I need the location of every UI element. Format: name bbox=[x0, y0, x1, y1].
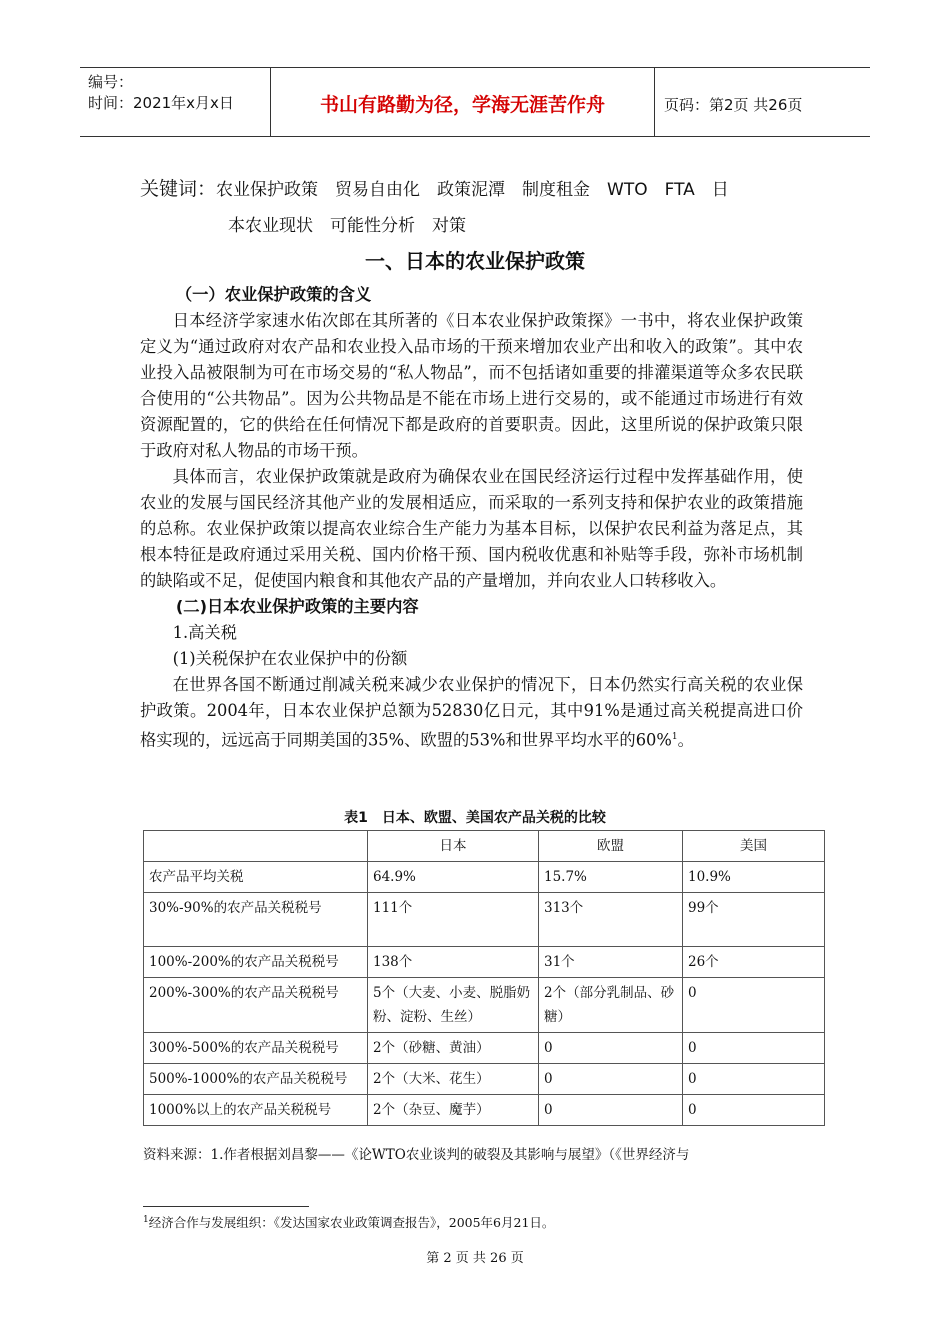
table-cell: 0 bbox=[683, 1095, 825, 1126]
keywords-label: 关键词： bbox=[140, 178, 217, 200]
table-cell: 100%-200%的农产品关税税号 bbox=[144, 947, 368, 978]
page-footer: 第 2 页 共 26 页 bbox=[426, 1251, 524, 1266]
footnote-ref: 1 bbox=[671, 732, 678, 742]
table-caption: 表1 日本、欧盟、美国农产品关税的比较 bbox=[344, 810, 606, 826]
table-cell: 10.9% bbox=[683, 862, 825, 893]
subheading-2: (二)日本农业保护政策的主要内容 bbox=[175, 597, 419, 616]
table-cell: 200%-300%的农产品关税税号 bbox=[144, 978, 368, 1033]
table-cell: 64.9% bbox=[368, 862, 539, 893]
list-item-1-1: (1)关税保护在农业保护中的份额 bbox=[172, 649, 408, 668]
paragraph-3-text: 在世界各国不断通过削减关税来减少农业保护的情况下，日本仍然实行高关税的农业保护政策。2004年，日本农业保护总额为52830亿日元，其中91%是通过高关税提高进口价格实现的，远远高于同期美国的35%、欧盟的53%和世界平均水平的60% bbox=[140, 675, 803, 750]
table-cell: 0 bbox=[683, 1033, 825, 1064]
paragraph-3-end: 。 bbox=[677, 730, 694, 750]
table-cell: 2个（杂豆、魔芋） bbox=[368, 1095, 539, 1126]
table-row bbox=[144, 947, 825, 978]
table-cell: 99个 bbox=[683, 893, 825, 947]
footnote bbox=[143, 1213, 554, 1231]
page-header bbox=[80, 67, 870, 137]
table-cell: 5个（大麦、小麦、脱脂奶粉、淀粉、生丝） bbox=[368, 978, 539, 1033]
header-meta bbox=[88, 72, 234, 114]
table-cell: 26个 bbox=[683, 947, 825, 978]
table-row bbox=[144, 1095, 825, 1126]
paragraph-2: 具体而言，农业保护政策就是政府为确保农业在国民经济运行过程中发挥基础作用，使农业的发展与国民经济其他产业的发展相适应，而采取的一系列支持和保护农业的政策措施的总称。农业保护政策以提高农业综合生产能力为基本目标，以保护农民利益为落足点，其根本特征是政府通过采用关税、国内价格干预、国内税收优惠和补贴等手段，弥补市场机制的缺陷或不足，促使国内粮食和其他农产品的产量增加，并向农业人口转移收入。 bbox=[140, 467, 803, 590]
header-number-label: 编号： bbox=[88, 73, 134, 91]
table-row bbox=[144, 862, 825, 893]
table-row bbox=[144, 1064, 825, 1095]
body-text bbox=[140, 282, 803, 753]
table-row bbox=[144, 978, 825, 1033]
keywords-line-2: 本农业现状 可能性分析 对策 bbox=[228, 216, 466, 236]
tariff-comparison-table bbox=[143, 830, 825, 1126]
keywords-line-1 bbox=[140, 171, 820, 208]
table-cell: 1000%以上的农产品关税税号 bbox=[144, 1095, 368, 1126]
footnote-text: 经济合作与发展组织：《发达国家农业政策调查报告》，2005年6月21日。 bbox=[148, 1215, 555, 1230]
table-cell: 300%-500%的农产品关税税号 bbox=[144, 1033, 368, 1064]
footnote-divider bbox=[143, 1206, 309, 1207]
table-cell: 15.7% bbox=[539, 862, 683, 893]
table-cell: 2个（砂糖、黄油） bbox=[368, 1033, 539, 1064]
table-source-note: 资料来源：1.作者根据刘昌黎——《论WTO农业谈判的破裂及其影响与展望》（《世界经济与 bbox=[143, 1147, 690, 1163]
table-cell: 111个 bbox=[368, 893, 539, 947]
table-cell: 农产品平均关税 bbox=[144, 862, 368, 893]
table-cell: 500%-1000%的农产品关税税号 bbox=[144, 1064, 368, 1095]
list-item-1: 1.高关税 bbox=[172, 623, 237, 642]
subheading-1: （一）农业保护政策的含义 bbox=[175, 285, 372, 304]
table-header-cell bbox=[144, 831, 368, 862]
keywords-block bbox=[140, 171, 820, 244]
table-cell: 2个（部分乳制品、砂糖） bbox=[539, 978, 683, 1033]
table-cell: 0 bbox=[539, 1064, 683, 1095]
section-title: 一、日本的农业保护政策 bbox=[365, 249, 585, 273]
table-header-cell: 日本 bbox=[368, 831, 539, 862]
table-header-cell: 美国 bbox=[683, 831, 825, 862]
table-cell: 2个（大米、花生） bbox=[368, 1064, 539, 1095]
table-cell: 0 bbox=[683, 1064, 825, 1095]
table-cell: 0 bbox=[683, 978, 825, 1033]
table-row bbox=[144, 1033, 825, 1064]
header-date-label: 时间：2021年x月x日 bbox=[88, 94, 234, 112]
header-motto: 书山有路勤为径，学海无涯苦作舟 bbox=[319, 94, 605, 116]
table-cell: 31个 bbox=[539, 947, 683, 978]
table-cell: 30%-90%的农产品关税税号 bbox=[144, 893, 368, 947]
table-cell: 313个 bbox=[539, 893, 683, 947]
table-cell: 0 bbox=[539, 1033, 683, 1064]
footnote-mark: 1 bbox=[143, 1214, 149, 1225]
table-cell: 0 bbox=[539, 1095, 683, 1126]
table-header-row bbox=[144, 831, 825, 862]
table-header-cell: 欧盟 bbox=[539, 831, 683, 862]
header-divider bbox=[654, 68, 655, 136]
header-page-info: 页码：第2页 共26页 bbox=[664, 96, 803, 114]
table-cell: 138个 bbox=[368, 947, 539, 978]
table-row bbox=[144, 893, 825, 947]
paragraph-3 bbox=[140, 672, 803, 753]
paragraph-1: 日本经济学家速水佑次郎在其所著的《日本农业保护政策探》一书中，将农业保护政策定义为“通过政府对农产品和农业投入品市场的干预来增加农业产出和收入的政策”。其中农业投入品被限制为可在市场交易的“私人物品”，而不包括诸如重要的排灌渠道等众多农民联合使用的“公共物品”。因为公共物品是不能在市场上进行交易的，或不能通过市场进行有效资源配置的，它的供给在任何情况下都是政府的首要职责。因此，这里所说的保护政策只限于政府对私人物品的市场干预。 bbox=[140, 311, 803, 460]
keywords-text-1: 农业保护政策 贸易自由化 政策泥潭 制度租金 WTO FTA 日 bbox=[216, 180, 729, 200]
